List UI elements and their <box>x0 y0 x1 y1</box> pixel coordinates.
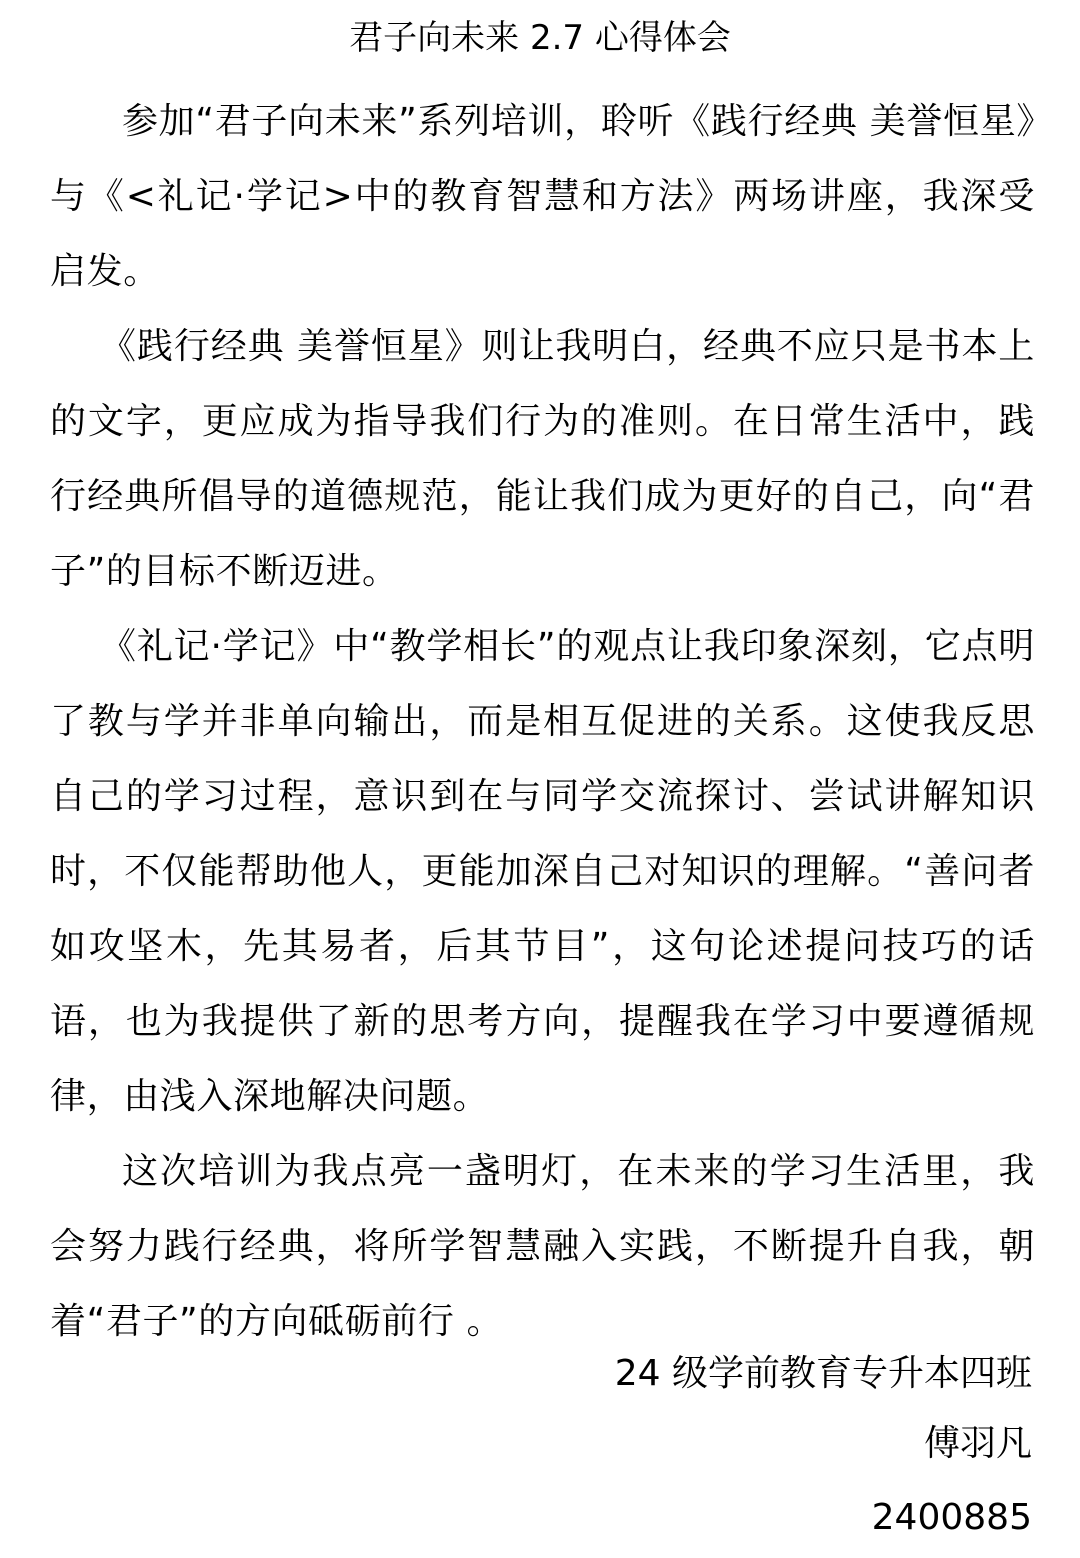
document-body <box>50 84 1035 1359</box>
signature-class: 24 级学前教育专升本四班 <box>614 1353 1032 1394</box>
signature-author: 傅羽凡 <box>923 1423 1032 1464</box>
paragraph-classics: 《践行经典 美誉恒星》则让我明白，经典不应只是书本上的文字，更应成为指导我们行为的准则。在日常生活中，践行经典所倡导的道德规范，能让我们成为更好的自己，向“君子”的目标不断迈进。 <box>50 326 1035 592</box>
paragraph-xueji: 《礼记·学记》中“教学相长”的观点让我印象深刻，它点明了教与学并非单向输出，而是相互促进的关系。这使我反思自己的学习过程，意识到在与同学交流探讨、尝试讲解知识时，不仅能帮助他人，更能加深自己对知识的理解。“善问者如攻坚木，先其易者，后其节目”，这句论述提问技巧的话语，也为我提供了新的思考方向，提醒我在学习中要遵循规律，由浅入深地解决问题。 <box>50 626 1035 1117</box>
signature-student-id: 2400885 <box>871 1497 1032 1538</box>
document-title: 君子向未来 2.7 心得体会 <box>349 18 731 58</box>
paragraph-intro: 参加“君子向未来”系列培训，聆听《践行经典 美誉恒星》与《<礼记·学记>中的教育智慧和方法》两场讲座，我深受启发。 <box>50 101 1035 292</box>
paragraph-conclusion: 这次培训为我点亮一盏明灯，在未来的学习生活里，我会努力践行经典，将所学智慧融入实践，不断提升自我，朝着“君子”的方向砥砺前行 。 <box>50 1151 1035 1342</box>
